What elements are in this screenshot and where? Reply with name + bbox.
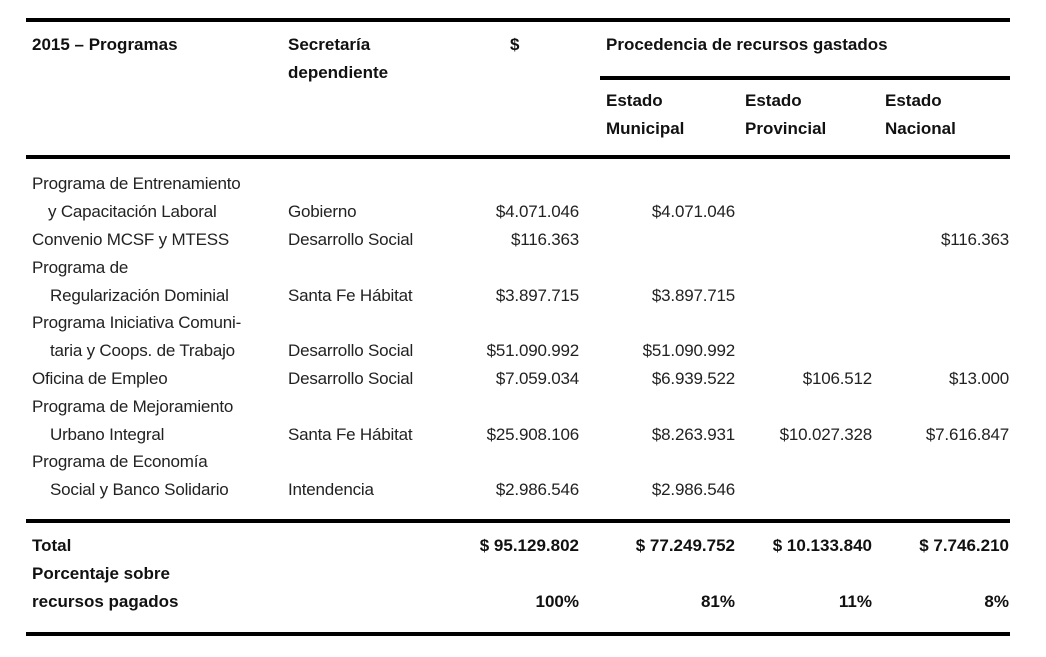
header-municipal-line1: Estado <box>606 91 663 110</box>
nacional: $13.000 <box>948 369 1009 388</box>
header-nacional-line1: Estado <box>885 91 942 110</box>
totals-provincial: $ 10.133.840 <box>772 536 872 555</box>
percentages-label-line1: Porcentaje sobre <box>32 564 170 583</box>
nacional: $116.363 <box>940 230 1009 249</box>
amount: $3.897.715 <box>495 286 579 305</box>
program-name: Programa de Entrenamiento <box>32 174 241 193</box>
totals-nacional: $ 7.746.210 <box>919 536 1009 555</box>
program-name: Programa de Economía <box>32 452 208 471</box>
amount: $25.908.106 <box>486 425 579 444</box>
municipal: $8.263.931 <box>651 425 735 444</box>
header-provincial-line1: Estado <box>745 91 802 110</box>
provincial: $10.027.328 <box>779 425 872 444</box>
percentages-amount: 100% <box>535 592 579 611</box>
amount: $51.090.992 <box>486 341 579 360</box>
municipal: $4.071.046 <box>651 202 735 221</box>
percentages-nacional: 8% <box>984 592 1009 611</box>
group-header-rule <box>600 76 1010 80</box>
header-amount: $ <box>510 35 520 54</box>
secretaria: Desarrollo Social <box>288 341 414 360</box>
header-secretaria-line1: Secretaría <box>288 35 371 54</box>
program-name-cont: Social y Banco Solidario <box>50 480 229 499</box>
percentages-label-line2: recursos pagados <box>32 592 179 611</box>
secretaria: Intendencia <box>288 480 374 499</box>
program-name: Programa de <box>32 258 129 277</box>
secretaria: Santa Fe Hábitat <box>288 425 413 444</box>
table-bottom-rule <box>26 632 1010 636</box>
program-name: Programa de Mejoramiento <box>32 397 234 416</box>
municipal: $6.939.522 <box>651 369 735 388</box>
header-secretaria-line2: dependiente <box>288 63 389 82</box>
nacional: $7.616.847 <box>925 425 1009 444</box>
secretaria: Gobierno <box>288 202 357 221</box>
provincial: $106.512 <box>802 369 872 388</box>
header-nacional-line2: Nacional <box>885 119 956 138</box>
percentages-provincial: 11% <box>838 592 872 611</box>
header-provincial-line2: Provincial <box>745 119 827 138</box>
amount: $7.059.034 <box>495 369 579 388</box>
secretaria: Desarrollo Social <box>288 369 414 388</box>
header-group-title: Procedencia de recursos gastados <box>606 35 888 54</box>
table-top-rule <box>26 18 1010 22</box>
totals-municipal: $ 77.249.752 <box>635 536 735 555</box>
amount: $2.986.546 <box>495 480 579 499</box>
totals-amount: $ 95.129.802 <box>479 536 579 555</box>
secretaria: Desarrollo Social <box>288 230 414 249</box>
program-name: Oficina de Empleo <box>32 369 168 388</box>
municipal: $3.897.715 <box>651 286 735 305</box>
program-name-cont: Regularización Dominial <box>50 286 229 305</box>
percentages-municipal: 81% <box>700 592 735 611</box>
municipal: $2.986.546 <box>651 480 735 499</box>
totals-label: Total <box>32 536 72 555</box>
amount: $116.363 <box>510 230 579 249</box>
program-name-cont: y Capacitación Laboral <box>48 202 217 221</box>
program-name-cont: taria y Coops. de Trabajo <box>50 341 235 360</box>
header-bottom-rule <box>26 155 1010 159</box>
header-municipal-line2: Municipal <box>606 119 685 138</box>
program-name: Convenio MCSF y MTESS <box>32 230 230 249</box>
header-program: 2015 – Programas <box>32 35 178 54</box>
program-name: Programa Iniciativa Comuni- <box>32 313 242 332</box>
amount: $4.071.046 <box>495 202 579 221</box>
program-name-cont: Urbano Integral <box>50 425 165 444</box>
totals-top-rule <box>26 519 1010 523</box>
secretaria: Santa Fe Hábitat <box>288 286 413 305</box>
municipal: $51.090.992 <box>642 341 735 360</box>
